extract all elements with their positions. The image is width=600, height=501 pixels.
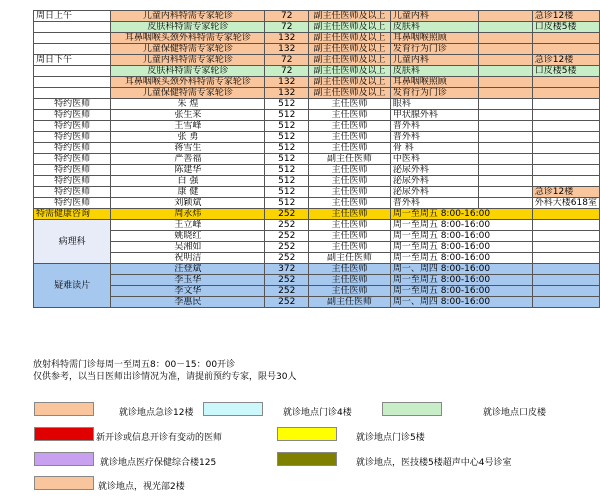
doctor-name: 陈建华 (111, 165, 265, 176)
blank-cell (479, 154, 533, 165)
table-row (34, 132, 600, 143)
legend-swatch (34, 427, 94, 441)
doctor-name: 儿童内科特需专家轮诊 (111, 55, 265, 66)
fee: 512 (265, 132, 309, 143)
doctor-title: 主任医师 (309, 99, 391, 110)
location (532, 220, 599, 231)
section-label: 特约医师 (34, 110, 111, 121)
doctor-title: 主任医师 (309, 121, 391, 132)
doctor-name: 朱 煌 (111, 99, 265, 110)
doctor-name: 李文华 (111, 286, 265, 297)
doctor-title: 副主任医师 (309, 297, 391, 308)
schedule-table (33, 10, 600, 308)
doctor-name: 耳鼻咽喉头颈外科特需专家轮诊 (111, 77, 265, 88)
location (532, 132, 599, 143)
doctor-title: 主任医师 (309, 220, 391, 231)
section-cell (34, 22, 111, 33)
location (532, 286, 599, 297)
fee: 252 (265, 275, 309, 286)
fee: 512 (265, 165, 309, 176)
doctor-name: 祝明洁 (111, 253, 265, 264)
fee: 512 (265, 121, 309, 132)
table-row (34, 253, 600, 264)
location (532, 121, 599, 132)
doctor-name: 皮肤科特需专家轮诊 (111, 22, 265, 33)
section-label: 特约医师 (34, 198, 111, 209)
blank-cell (479, 33, 533, 44)
table-row (34, 198, 600, 209)
table-row (34, 110, 600, 121)
blank-cell (479, 187, 533, 198)
fee: 132 (265, 88, 309, 99)
location (532, 176, 599, 187)
section-label: 特约医师 (34, 99, 111, 110)
fee: 252 (265, 209, 309, 220)
department: 耳鼻咽喉照顾 (390, 77, 478, 88)
doctor-name: 张生来 (111, 110, 265, 121)
department: 泌尿外科 (390, 176, 478, 187)
fee: 72 (265, 55, 309, 66)
department: 泌尿外科 (390, 165, 478, 176)
location (532, 231, 599, 242)
location: 急诊12楼 (532, 55, 599, 66)
legend-label: 就诊地点门诊4楼 (283, 408, 352, 418)
location (532, 297, 599, 308)
blank-cell (479, 121, 533, 132)
department: 周一至周五 8:00-16:00 (390, 242, 532, 253)
department: 周一至周五 8:00-16:00 (390, 286, 532, 297)
blank-cell (479, 66, 533, 77)
location: 口皮楼5楼 (532, 66, 599, 77)
doctor-name: 李玉华 (111, 275, 265, 286)
doctor-title: 主任医师 (309, 242, 391, 253)
doctor-title: 副主任医师及以上 (309, 11, 391, 22)
section-cell (34, 88, 111, 99)
department: 耳鼻咽喉照顾 (390, 33, 478, 44)
table-row (34, 242, 600, 253)
department: 普外科 (390, 121, 478, 132)
table-row (34, 154, 600, 165)
table-row (34, 187, 600, 198)
department: 甲状腺外科 (390, 110, 478, 121)
legend-swatch (277, 452, 337, 466)
department: 皮肤科 (390, 66, 478, 77)
doctor-name: 吴湘如 (111, 242, 265, 253)
section-label: 特约医师 (34, 132, 111, 143)
doctor-name: 王雪峰 (111, 121, 265, 132)
section-label: 周日下午 (34, 55, 111, 66)
section-label: 特需健康咨询 (34, 209, 111, 220)
blank-cell (479, 143, 533, 154)
section-label: 特约医师 (34, 165, 111, 176)
fee: 512 (265, 154, 309, 165)
fee: 252 (265, 286, 309, 297)
doctor-name: 康 健 (111, 187, 265, 198)
table-row (34, 143, 600, 154)
doctor-title: 主任医师 (309, 132, 391, 143)
blank-cell (479, 132, 533, 143)
doctor-name: 儿童保健特需专家轮诊 (111, 44, 265, 55)
fee: 132 (265, 77, 309, 88)
fee: 72 (265, 66, 309, 77)
table-row (34, 99, 600, 110)
doctor-title: 副主任医师及以上 (309, 22, 391, 33)
blank-cell (479, 77, 533, 88)
fee: 512 (265, 99, 309, 110)
doctor-title: 主任医师 (309, 176, 391, 187)
fee: 512 (265, 187, 309, 198)
doctor-title: 主任医师 (309, 165, 391, 176)
department: 骨 科 (390, 143, 478, 154)
fee: 72 (265, 22, 309, 33)
doctor-name: 白 强 (111, 176, 265, 187)
radiology-footer: 放射科特需门诊每周一至周五8：00－15：00开诊 (33, 360, 236, 370)
table-row (34, 176, 600, 187)
section-label: 特约医师 (34, 121, 111, 132)
location (532, 154, 599, 165)
section-label: 疑难读片 (34, 264, 111, 308)
doctor-title: 主任医师 (309, 209, 391, 220)
table-row (34, 286, 600, 297)
department: 眼科 (390, 99, 478, 110)
location: 急诊12楼 (532, 11, 599, 22)
doctor-name: 周永炜 (111, 209, 265, 220)
fee: 512 (265, 176, 309, 187)
section-cell (34, 44, 111, 55)
section-cell (34, 77, 111, 88)
department: 儿童内科 (390, 11, 478, 22)
legend-label: 就诊地点急诊12楼 (119, 408, 194, 418)
doctor-title: 副主任医师及以上 (309, 44, 391, 55)
department: 泌尿外科 (390, 187, 478, 198)
doctor-title: 主任医师 (309, 143, 391, 154)
department: 周一至周五 8:00-16:00 (390, 275, 532, 286)
table-row (34, 275, 600, 286)
location (532, 209, 599, 220)
doctor-title: 副主任医师 (309, 253, 391, 264)
blank-cell (479, 176, 533, 187)
table-row (34, 22, 600, 33)
location (532, 88, 599, 99)
blank-cell (479, 44, 533, 55)
table-row (34, 88, 600, 99)
section-label: 特约医师 (34, 143, 111, 154)
location (532, 33, 599, 44)
notice-text: 仅供参考，以当日医师出诊情况为准，请提前预约专家，限号30人 (33, 372, 297, 382)
fee: 372 (265, 264, 309, 275)
legend-label: 新开诊或信息开诊有变动的医师 (96, 433, 223, 443)
section-cell (34, 66, 111, 77)
table-row (34, 66, 600, 77)
section-label: 周日上午 (34, 11, 111, 22)
doctor-title: 副主任医师及以上 (309, 33, 391, 44)
doctor-title: 副主任医师及以上 (309, 66, 391, 77)
table-row (34, 264, 600, 275)
table-row (34, 33, 600, 44)
doctor-name: 姚晓红 (111, 231, 265, 242)
legend-swatch (34, 452, 94, 466)
location (532, 275, 599, 286)
doctor-name: 汪登斌 (111, 264, 265, 275)
table-row (34, 77, 600, 88)
legend-label: 就诊地点，视光部2楼 (98, 482, 185, 492)
fee: 252 (265, 253, 309, 264)
doctor-title: 副主任医师及以上 (309, 55, 391, 66)
legend-label: 就诊地点医疗保健综合楼125 (100, 458, 217, 468)
department: 发育行为门诊 (390, 88, 478, 99)
location (532, 110, 599, 121)
legend-swatch (382, 402, 442, 416)
fee: 512 (265, 143, 309, 154)
doctor-name: 儿童内科特需专家轮诊 (111, 11, 265, 22)
location (532, 99, 599, 110)
doctor-name: 李惠民 (111, 297, 265, 308)
department: 周一、周四 8:00-16:00 (390, 297, 532, 308)
doctor-name: 刘颖斌 (111, 198, 265, 209)
department: 儿童内科 (390, 55, 478, 66)
section-label: 特约医师 (34, 154, 111, 165)
department: 周一至周五 8:00-16:00 (390, 253, 532, 264)
fee: 512 (265, 110, 309, 121)
blank-cell (479, 110, 533, 121)
table-row (34, 44, 600, 55)
location: 外科大楼618室 (532, 198, 599, 209)
doctor-title: 主任医师 (309, 286, 391, 297)
doctor-name: 张 勇 (111, 132, 265, 143)
fee: 252 (265, 242, 309, 253)
location (532, 44, 599, 55)
table-row (34, 121, 600, 132)
legend-swatch (203, 402, 263, 416)
department: 周一、周四 8:00-16:00 (390, 264, 532, 275)
doctor-title: 主任医师 (309, 110, 391, 121)
department: 中医科 (390, 154, 478, 165)
location (532, 77, 599, 88)
department: 普外科 (390, 132, 478, 143)
doctor-title: 副主任医师及以上 (309, 77, 391, 88)
location: 急诊12楼 (532, 187, 599, 198)
section-label: 特约医师 (34, 176, 111, 187)
blank-cell (479, 198, 533, 209)
section-cell (34, 33, 111, 44)
table-row (34, 55, 600, 66)
doctor-name: 耳鼻咽喉头颈外科特需专家轮诊 (111, 33, 265, 44)
location (532, 242, 599, 253)
fee: 72 (265, 11, 309, 22)
blank-cell (479, 165, 533, 176)
doctor-title: 主任医师 (309, 264, 391, 275)
legend-label: 就诊地点，医技楼5楼超声中心4号诊室 (356, 458, 512, 468)
blank-cell (479, 11, 533, 22)
table-row (34, 297, 600, 308)
table-row (34, 209, 600, 220)
fee: 252 (265, 220, 309, 231)
doctor-name: 严善福 (111, 154, 265, 165)
fee: 132 (265, 44, 309, 55)
doctor-title: 主任医师 (309, 187, 391, 198)
table-row (34, 165, 600, 176)
section-label: 病理科 (34, 220, 111, 264)
fee: 252 (265, 297, 309, 308)
location (532, 143, 599, 154)
fee: 132 (265, 33, 309, 44)
doctor-name: 王立峰 (111, 220, 265, 231)
department: 普外科 (390, 198, 478, 209)
legend-label: 就诊地点口皮楼 (483, 408, 547, 418)
blank-cell (479, 22, 533, 33)
section-label: 特约医师 (34, 187, 111, 198)
department: 周一至周五 8:00-16:00 (390, 231, 532, 242)
doctor-title: 副主任医师 (309, 154, 391, 165)
doctor-title: 主任医师 (309, 198, 391, 209)
fee: 252 (265, 231, 309, 242)
table-row (34, 231, 600, 242)
doctor-name: 皮肤科特需专家轮诊 (111, 66, 265, 77)
table-row (34, 220, 600, 231)
location (532, 165, 599, 176)
doctor-name: 蒋雪生 (111, 143, 265, 154)
department: 周一至周五 8:00-16:00 (390, 209, 532, 220)
department: 皮肤科 (390, 22, 478, 33)
legend-swatch (34, 476, 94, 490)
blank-cell (479, 88, 533, 99)
blank-cell (479, 55, 533, 66)
location (532, 253, 599, 264)
doctor-title: 主任医师 (309, 275, 391, 286)
location (532, 264, 599, 275)
doctor-title: 副主任医师及以上 (309, 88, 391, 99)
legend-swatch (34, 402, 94, 416)
department: 发育行为门诊 (390, 44, 478, 55)
location: 口皮楼5楼 (532, 22, 599, 33)
blank-cell (479, 99, 533, 110)
fee: 512 (265, 198, 309, 209)
department: 周一至周五 8:00-16:00 (390, 220, 532, 231)
legend-swatch (277, 427, 337, 441)
doctor-name: 儿童保健特需专家轮诊 (111, 88, 265, 99)
table-row (34, 11, 600, 22)
doctor-title: 主任医师 (309, 231, 391, 242)
legend-label: 就诊地点门诊5楼 (356, 433, 425, 443)
